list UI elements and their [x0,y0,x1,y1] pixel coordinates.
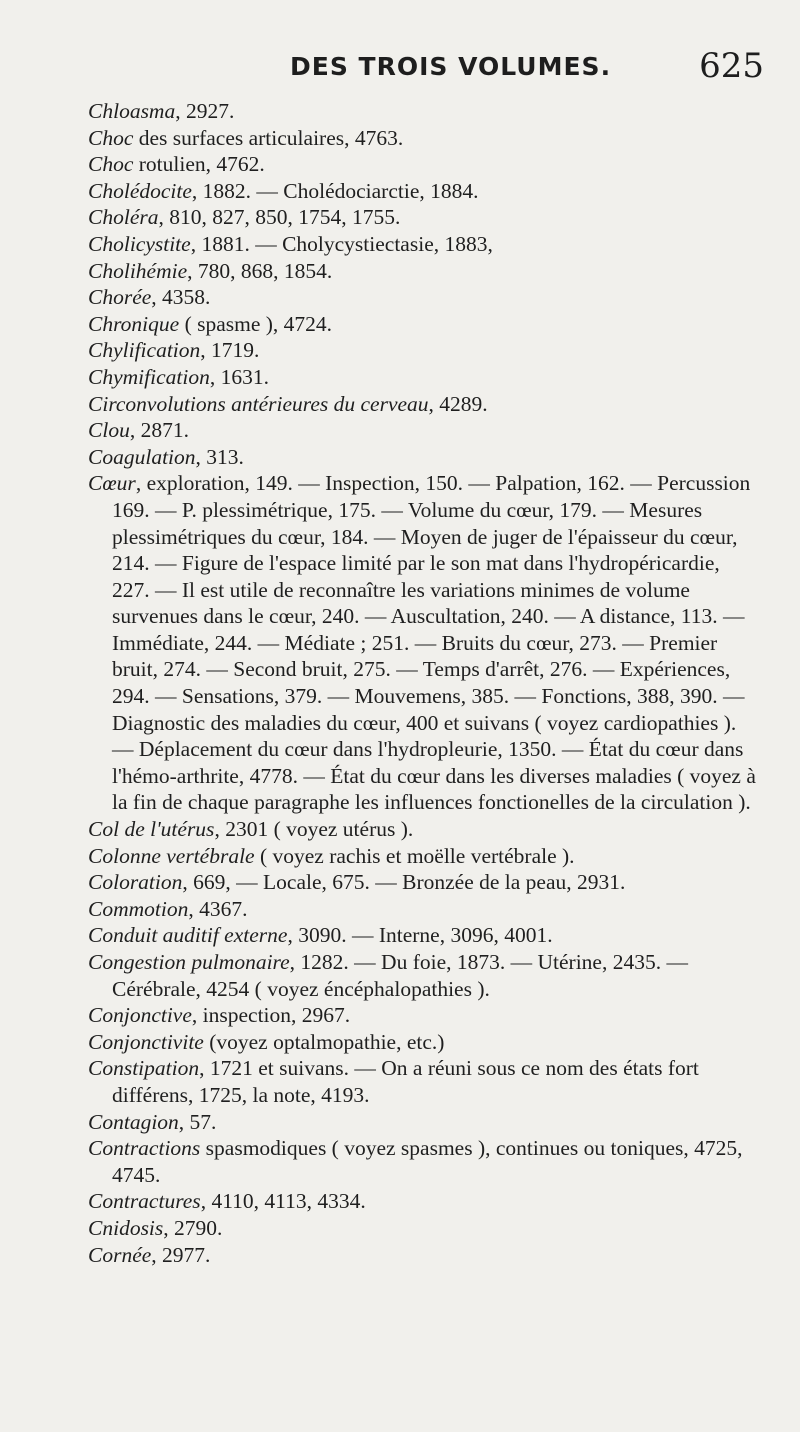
page-number: 625 [699,46,764,86]
index-entry: Choc des surfaces articulaires, 4763. [88,125,404,150]
index-entry: Cholicystite, 1881. — Cholycystiectasie, 1883, [88,231,493,256]
index-entry: Cœur, exploration, 149. — Inspection, 150. — Palpation, 162. — Percussion 169. — P. plessimétrique, 175. — Volume du cœur, 179. — Mesures plessimétriques du cœur, 184. — Moyen de juger de l'épaisseur du cœur, 214. — Figure de l'espace limité par le son mat dans l'hydropéricardie, 227. — Il est utile de reconnaître les variations minimes de volume survenues dans le cœur, 240. — Auscultation, 240. — A distance, 113. — Immédiate, 244. — Médiate ; 251. — Bruits du cœur, 273. — Premier bruit, 274. — Second bruit, 275. — Temps d'arrêt, 276. — Expériences, 294. — Sensations, 379. — Mouvemens, 385. — Fonctions, 388, 390. — Diagnostic des maladies du cœur, 400 et suivans ( voyez cardiopathies ). — Déplacement du cœur dans l'hydropleurie, 1350. — État du cœur dans l'hémo-arthrite, 4778. — État du cœur dans les diverses maladies ( voyez à la fin de chaque paragraphe les influences fonctionelles de la circulation ). [88,471,756,815]
index-entry: Coagulation, 313. [88,444,244,469]
index-entry: Choléra, 810, 827, 850, 1754, 1755. [88,205,401,230]
index-entry: Conduit auditif externe, 3090. — Interne, 3096, 4001. [88,923,553,948]
index-entry: Choc rotulien, 4762. [88,152,265,177]
index-entry: Colonne vertébrale ( voyez rachis et moëlle vertébrale ). [88,843,575,868]
index-entry: Clou, 2871. [88,418,189,443]
index-entries [88,98,760,1268]
index-entry: Chymification, 1631. [88,364,269,389]
running-title: DES TROIS VOLUMES. [290,52,612,81]
index-entry: Constipation, 1721 et suivans. — On a réuni sous ce nom des états fort différens, 1725, la note, 4193. [88,1056,699,1107]
index-entry: Cornée, 2977. [88,1242,211,1267]
index-entry: Contractions spasmodiques ( voyez spasmes ), continues ou toniques, 4725, 4745. [88,1136,743,1187]
page-header [0,46,800,92]
index-entry: Congestion pulmonaire, 1282. — Du foie, 1873. — Utérine, 2435. — Cérébrale, 4254 ( voyez éncéphalopathies ). [88,950,688,1001]
index-entry: Conjonctive, inspection, 2967. [88,1003,351,1028]
index-entry: Conjonctivite (voyez optalmopathie, etc.) [88,1029,445,1054]
index-entry: Chronique ( spasme ), 4724. [88,311,333,336]
index-entry: Contagion, 57. [88,1109,217,1134]
index-entry: Contractures, 4110, 4113, 4334. [88,1189,366,1214]
index-entry: Col de l'utérus, 2301 ( voyez utérus ). [88,817,414,842]
index-entry: Commotion, 4367. [88,896,248,921]
index-entry: Chorée, 4358. [88,285,211,310]
index-entry: Coloration, 669, — Locale, 675. — Bronzée de la peau, 2931. [88,870,626,895]
index-entry: Cholihémie, 780, 868, 1854. [88,258,333,283]
index-entry: Cnidosis, 2790. [88,1215,223,1240]
index-entry: Chylification, 1719. [88,338,260,363]
index-entry: Chloasma, 2927. [88,99,235,123]
index-entry: Cholédocite, 1882. — Cholédociarctie, 1884. [88,178,479,203]
index-entry: Circonvolutions antérieures du cerveau, 4289. [88,391,488,416]
